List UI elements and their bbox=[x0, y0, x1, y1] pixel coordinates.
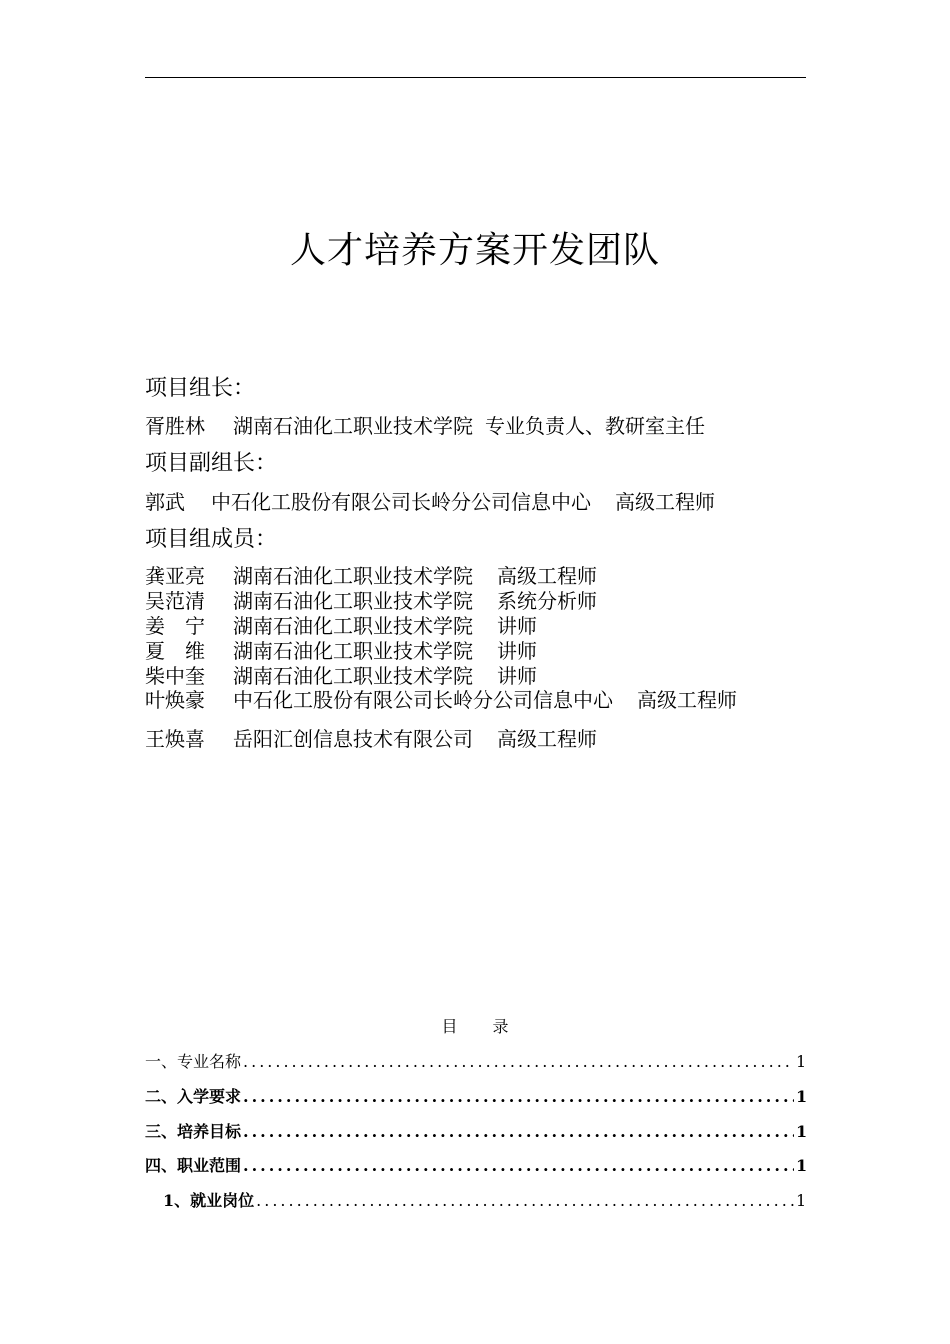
person-org: 湖南石油化工职业技术学院 bbox=[233, 414, 473, 438]
person-role: 高级工程师 bbox=[637, 688, 737, 712]
person-role: 讲师 bbox=[497, 639, 537, 663]
person-name: 柴中奎 bbox=[145, 664, 205, 688]
person-org: 湖南石油化工职业技术学院 bbox=[233, 639, 473, 663]
toc-entry-page: 1 bbox=[796, 1122, 808, 1141]
leader-line bbox=[145, 414, 705, 438]
members-heading: 项目组成员： bbox=[145, 527, 278, 552]
member-line bbox=[145, 564, 597, 588]
toc-title: 目 录 bbox=[441, 1017, 509, 1036]
person-name: 王焕喜 bbox=[145, 727, 205, 751]
member-line bbox=[145, 727, 597, 751]
person-org: 中石化工股份有限公司长岭分公司信息中心 bbox=[211, 490, 591, 514]
person-role: 专业负责人、教研室主任 bbox=[485, 414, 705, 438]
person-role: 系统分析师 bbox=[497, 589, 597, 613]
member-line bbox=[145, 639, 537, 663]
person-name: 胥胜林 bbox=[145, 414, 205, 438]
person-org: 湖南石油化工职业技术学院 bbox=[233, 564, 473, 588]
member-line bbox=[145, 614, 537, 638]
toc-entry-label: 一、专业名称 bbox=[145, 1052, 242, 1071]
deputy-heading: 项目副组长： bbox=[145, 451, 278, 476]
toc-entry-page: 1 bbox=[796, 1087, 808, 1106]
header-rule bbox=[145, 77, 806, 78]
person-name: 龚亚亮 bbox=[145, 564, 205, 588]
toc-entry-label: 1、就业岗位 bbox=[163, 1191, 255, 1210]
person-name: 吴范清 bbox=[145, 589, 205, 613]
toc-leader-dots bbox=[243, 1051, 794, 1073]
page-title: 人才培养方案开发团队 bbox=[289, 230, 660, 271]
person-org: 湖南石油化工职业技术学院 bbox=[233, 614, 473, 638]
toc-entry-page: 1 bbox=[796, 1052, 807, 1071]
member-line bbox=[145, 688, 737, 712]
toc-leader-dots bbox=[243, 1086, 794, 1108]
toc-entry[interactable] bbox=[163, 1190, 806, 1212]
person-org: 湖南石油化工职业技术学院 bbox=[233, 664, 473, 688]
member-line bbox=[145, 589, 597, 613]
toc-entry-label: 二、入学要求 bbox=[145, 1087, 242, 1106]
person-role: 高级工程师 bbox=[497, 727, 597, 751]
person-org: 湖南石油化工职业技术学院 bbox=[233, 589, 473, 613]
toc-leader-dots bbox=[243, 1121, 794, 1143]
toc-entry-label: 四、职业范围 bbox=[145, 1156, 242, 1175]
toc-entry[interactable] bbox=[145, 1121, 806, 1143]
toc-entry[interactable] bbox=[145, 1155, 806, 1177]
toc-entry-label: 三、培养目标 bbox=[145, 1122, 242, 1141]
person-name: 郭武 bbox=[145, 490, 185, 514]
person-org: 中石化工股份有限公司长岭分公司信息中心 bbox=[233, 688, 613, 712]
toc-entry-page: 1 bbox=[796, 1156, 808, 1175]
member-line bbox=[145, 664, 537, 688]
toc-leader-dots bbox=[243, 1155, 794, 1177]
toc-entry-page: 1 bbox=[796, 1191, 807, 1210]
toc-entry[interactable] bbox=[145, 1051, 806, 1073]
person-role: 讲师 bbox=[497, 664, 537, 688]
person-role: 高级工程师 bbox=[497, 564, 597, 588]
person-name: 夏 维 bbox=[145, 639, 205, 663]
leader-heading: 项目组长： bbox=[145, 376, 256, 401]
deputy-line bbox=[145, 490, 715, 514]
person-role: 讲师 bbox=[497, 614, 537, 638]
toc-entry[interactable] bbox=[145, 1086, 806, 1108]
person-role: 高级工程师 bbox=[615, 490, 715, 514]
toc-leader-dots bbox=[256, 1190, 794, 1212]
person-name: 姜 宁 bbox=[145, 614, 205, 638]
person-name: 叶焕豪 bbox=[145, 688, 205, 712]
person-org: 岳阳汇创信息技术有限公司 bbox=[233, 727, 473, 751]
